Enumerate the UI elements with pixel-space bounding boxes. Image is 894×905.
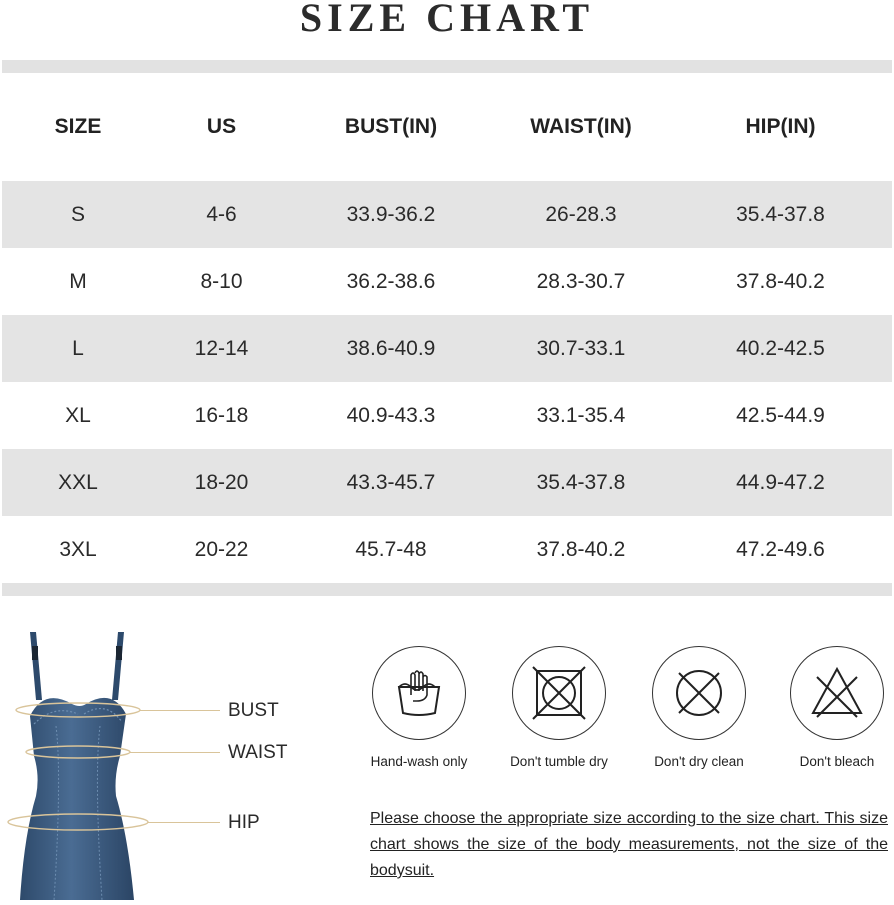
cell-hip: 42.5-44.9 bbox=[736, 403, 825, 427]
cell-size: S bbox=[2, 181, 154, 248]
care-item-no-tumble-dry bbox=[504, 646, 614, 769]
no-bleach-icon bbox=[790, 646, 884, 740]
measurement-section bbox=[0, 596, 894, 900]
cell-bust: 43.3-45.7 bbox=[289, 449, 493, 516]
waist-label: WAIST bbox=[228, 742, 288, 763]
cell-hip: 37.8-40.2 bbox=[736, 269, 825, 293]
header-us: US bbox=[206, 115, 237, 138]
table-row bbox=[2, 516, 892, 583]
dress-icon bbox=[0, 596, 170, 900]
bottom-divider-band bbox=[2, 583, 892, 596]
header-bust: BUST(IN) bbox=[344, 115, 438, 138]
hip-guide-line bbox=[148, 822, 220, 823]
cell-bust: 33.9-36.2 bbox=[289, 181, 493, 248]
care-item-no-dry-clean bbox=[644, 646, 754, 769]
no-tumble-dry-icon bbox=[512, 646, 606, 740]
size-note: Please choose the appropriate size according to the size chart. This size chart shows the size of the body measurements, not the size of the bodysuit. bbox=[370, 810, 888, 879]
cell-waist: 28.3-30.7 bbox=[536, 269, 626, 293]
cell-waist: 35.4-37.8 bbox=[493, 449, 669, 516]
header-waist: WAIST(IN) bbox=[530, 115, 632, 138]
cell-hip: 40.2-42.5 bbox=[669, 315, 892, 382]
bust-label: BUST bbox=[228, 700, 279, 721]
care-label: Don't dry clean bbox=[654, 754, 744, 769]
waist-guide-line bbox=[130, 752, 220, 753]
cell-waist: 37.8-40.2 bbox=[536, 537, 626, 561]
cell-us: 16-18 bbox=[194, 403, 249, 427]
cell-waist: 26-28.3 bbox=[493, 181, 669, 248]
cell-size: L bbox=[2, 315, 154, 382]
cell-hip: 44.9-47.2 bbox=[669, 449, 892, 516]
cell-us: 4-6 bbox=[154, 181, 289, 248]
table-row bbox=[2, 382, 892, 449]
header-hip: HIP(IN) bbox=[745, 115, 816, 138]
cell-us: 18-20 bbox=[154, 449, 289, 516]
cell-us: 12-14 bbox=[154, 315, 289, 382]
cell-us: 20-22 bbox=[194, 537, 249, 561]
cell-bust: 40.9-43.3 bbox=[346, 403, 436, 427]
cell-waist: 30.7-33.1 bbox=[493, 315, 669, 382]
cell-size: XXL bbox=[2, 449, 154, 516]
dress-illustration bbox=[0, 596, 170, 900]
hand-wash-icon bbox=[372, 646, 466, 740]
care-label: Hand-wash only bbox=[370, 754, 468, 769]
care-label: Don't tumble dry bbox=[510, 754, 608, 769]
no-dry-clean-icon bbox=[652, 646, 746, 740]
cell-size: XL bbox=[65, 403, 91, 427]
hip-label: HIP bbox=[228, 812, 260, 833]
cell-hip: 47.2-49.6 bbox=[736, 537, 825, 561]
care-item-no-bleach bbox=[782, 646, 892, 769]
table-row bbox=[2, 248, 892, 315]
care-label: Don't bleach bbox=[799, 754, 875, 769]
table-row bbox=[2, 315, 892, 382]
care-item-hand-wash bbox=[364, 646, 474, 769]
header-size: SIZE bbox=[54, 115, 102, 138]
cell-size: 3XL bbox=[59, 537, 97, 561]
cell-waist: 33.1-35.4 bbox=[536, 403, 626, 427]
bust-guide-line bbox=[140, 710, 220, 711]
cell-bust: 36.2-38.6 bbox=[346, 269, 436, 293]
cell-us: 8-10 bbox=[200, 269, 243, 293]
cell-size: M bbox=[69, 269, 87, 293]
table-header-row bbox=[2, 73, 892, 181]
cell-bust: 38.6-40.9 bbox=[289, 315, 493, 382]
cell-bust: 45.7-48 bbox=[355, 537, 427, 561]
table-row bbox=[2, 181, 892, 248]
table-row bbox=[2, 449, 892, 516]
size-chart-table bbox=[2, 73, 892, 583]
cell-hip: 35.4-37.8 bbox=[669, 181, 892, 248]
top-divider-band bbox=[2, 60, 892, 73]
page-title: SIZE CHART bbox=[299, 0, 595, 40]
